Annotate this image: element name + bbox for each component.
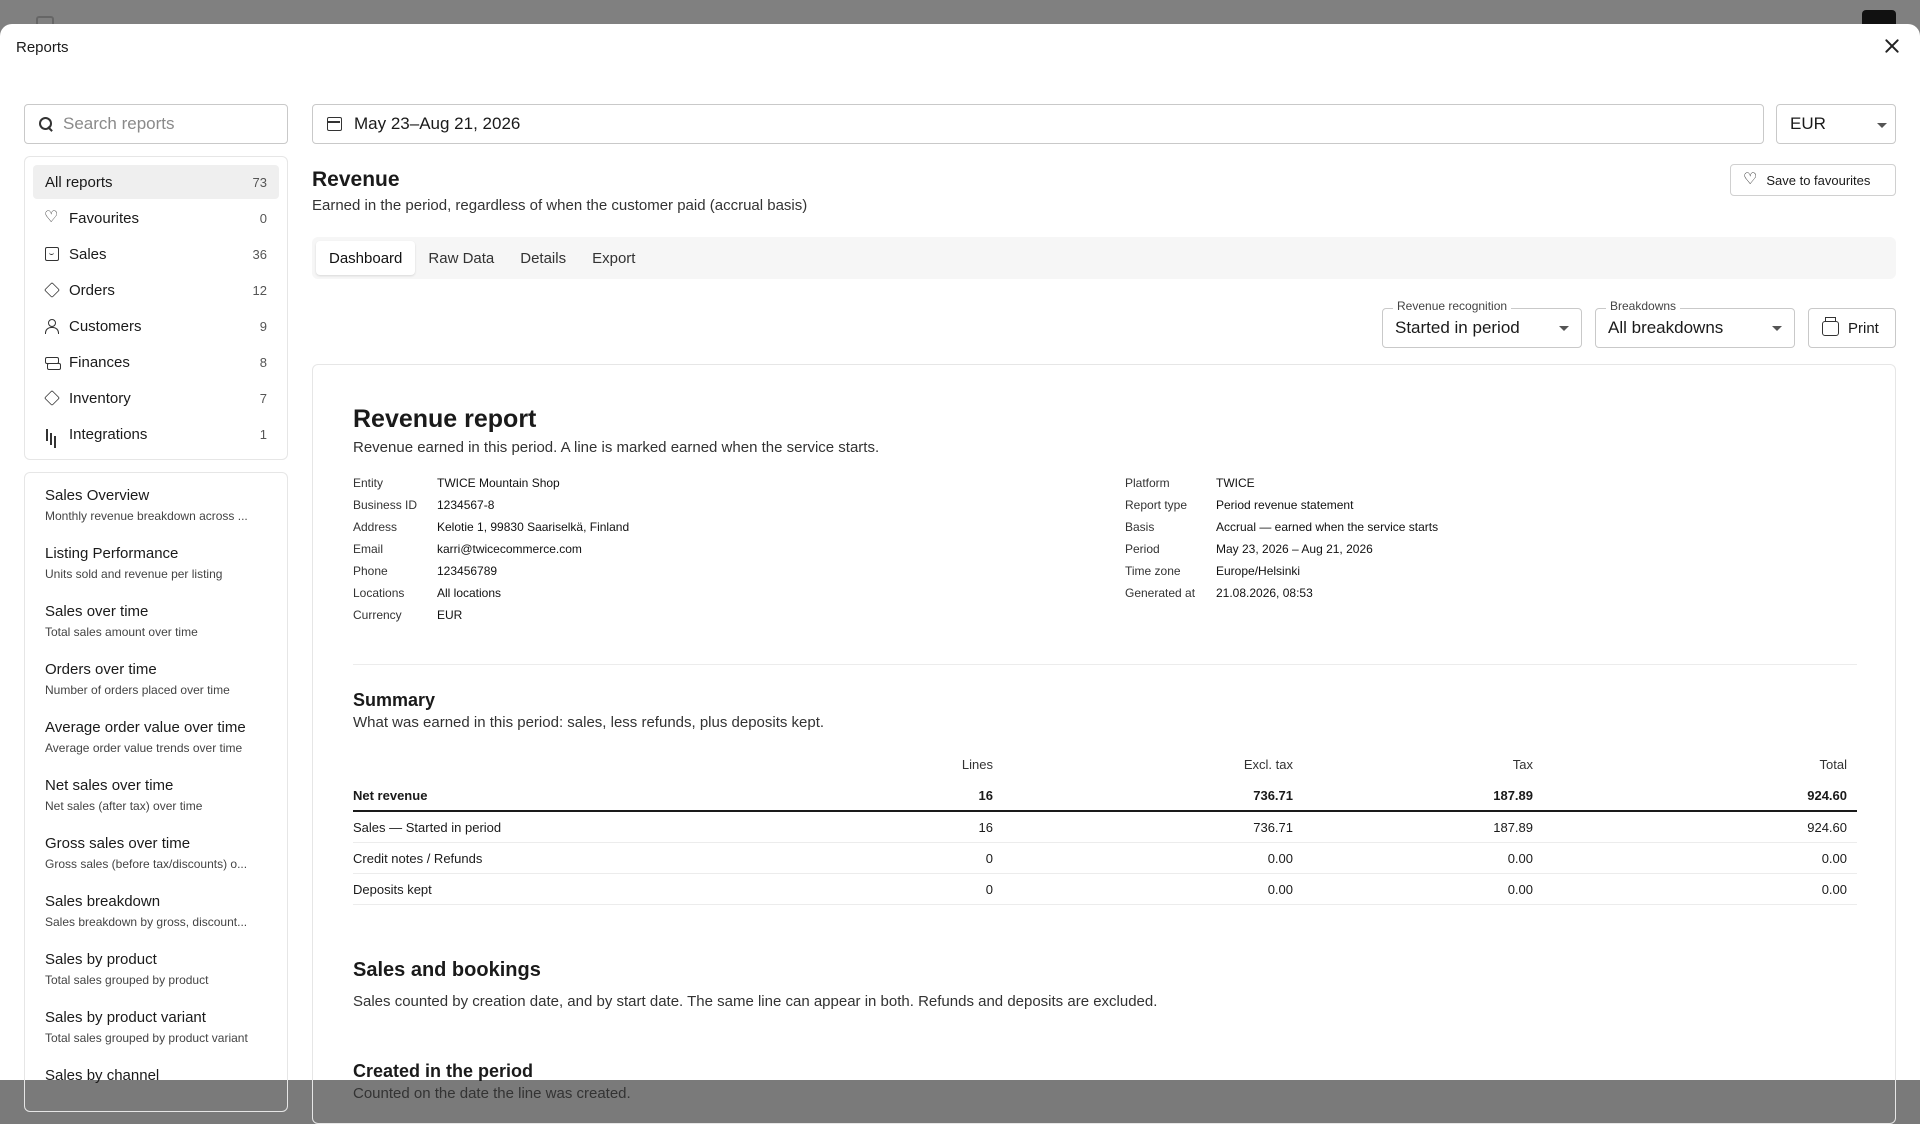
meta-row: [353, 586, 629, 608]
meta-row: [1125, 564, 1438, 586]
select-value: All breakdowns: [1608, 318, 1724, 337]
meta-row: [353, 608, 629, 630]
report-item[interactable]: [33, 537, 279, 595]
category-count: 1: [259, 426, 267, 442]
category-item[interactable]: [33, 309, 279, 343]
table-cell: 0.00: [1821, 850, 1847, 866]
divider: [353, 664, 1857, 665]
chevron-down-icon: [1559, 326, 1569, 331]
table-cell: 187.89: [1493, 819, 1533, 835]
summary-subtitle: What was earned in this period: sales, less refunds, plus deposits kept.: [353, 714, 825, 731]
page-title: Revenue: [312, 168, 400, 191]
modal-title: Reports: [16, 39, 69, 56]
currency-value: EUR: [1790, 114, 1826, 133]
category-count: 36: [252, 246, 267, 262]
category-count: 12: [252, 282, 267, 298]
meta-key: Address: [353, 520, 398, 534]
table-cell: Net revenue: [353, 788, 428, 803]
meta-row: [353, 498, 629, 520]
meta-key: Entity: [353, 476, 384, 490]
report-desc: Total sales grouped by product: [45, 973, 209, 987]
table-cell: 924.60: [1807, 788, 1847, 803]
meta-key: Basis: [1125, 520, 1155, 534]
report-name: Sales by channel: [45, 1067, 160, 1084]
report-name: Sales Overview: [45, 487, 150, 504]
meta-value: TWICE: [1216, 476, 1255, 490]
report-name: Listing Performance: [45, 545, 179, 562]
table-row: [353, 812, 1857, 843]
category-label: Favourites: [69, 209, 140, 227]
date-range-value: May 23–Aug 21, 2026: [354, 114, 521, 133]
reports-modal: [0, 24, 1920, 1102]
category-label: All reports: [45, 173, 113, 191]
meta-row: [1125, 542, 1438, 564]
report-item[interactable]: [33, 653, 279, 711]
table-cell: 0: [985, 850, 993, 866]
category-item[interactable]: [33, 201, 279, 235]
report-item[interactable]: [33, 1001, 279, 1059]
report-name: Gross sales over time: [45, 835, 191, 852]
meta-row: [1125, 498, 1438, 520]
table-cell: 924.60: [1807, 819, 1847, 835]
print-label: Print: [1848, 319, 1879, 337]
select-label: Breakdowns: [1606, 299, 1680, 313]
meta-key: Email: [353, 542, 384, 556]
report-meta-left: [353, 476, 629, 630]
table-cell: 736.71: [1253, 788, 1293, 803]
meta-value: Accrual — earned when the service starts: [1216, 520, 1439, 534]
close-icon[interactable]: [1880, 34, 1904, 58]
report-desc: Monthly revenue breakdown across ...: [45, 509, 248, 523]
report-subtitle: Revenue earned in this period. A line is marked earned when the service starts.: [353, 439, 880, 456]
table-row-total: [353, 781, 1857, 812]
tab-dashboard[interactable]: Dashboard: [316, 241, 415, 275]
search-input[interactable]: [63, 114, 273, 134]
table-cell: 0.00: [1821, 881, 1847, 897]
meta-value: karri@twicecommerce.com: [437, 542, 582, 556]
report-name: Orders over time: [45, 661, 157, 678]
select-value: Started in period: [1395, 318, 1520, 337]
currency-select[interactable]: [1776, 104, 1896, 144]
meta-row: [1125, 520, 1438, 542]
meta-key: Locations: [353, 586, 405, 600]
report-desc: Total sales amount over time: [45, 625, 198, 639]
tab-export[interactable]: Export: [592, 249, 636, 267]
report-desc: Gross sales (before tax/discounts) o...: [45, 857, 248, 871]
report-item[interactable]: [33, 769, 279, 827]
category-label: Orders: [69, 281, 115, 299]
report-item[interactable]: [33, 943, 279, 1001]
meta-row: [1125, 476, 1438, 498]
breakdowns-select[interactable]: [1595, 299, 1795, 348]
report-meta-right: [1125, 476, 1438, 608]
report-name: Sales over time: [45, 603, 149, 620]
category-item[interactable]: [33, 345, 279, 379]
report-name: Sales breakdown: [45, 893, 161, 910]
meta-value: Kelotie 1, 99830 Saariselkä, Finland: [437, 520, 630, 534]
table-cell: 16: [978, 819, 993, 835]
table-header: [353, 747, 1857, 781]
table-cell: 16: [978, 788, 993, 803]
search-field[interactable]: [24, 104, 288, 144]
report-list: [24, 472, 288, 1112]
report-name: Sales by product: [45, 951, 157, 968]
report-item[interactable]: [33, 479, 279, 537]
report-document: [312, 364, 1896, 1124]
meta-key: Platform: [1125, 476, 1170, 490]
shopping-bag-icon: [45, 247, 59, 261]
category-item[interactable]: [33, 165, 279, 199]
table-cell: 0: [985, 881, 993, 897]
meta-value: All locations: [437, 586, 502, 600]
meta-value: May 23, 2026 – Aug 21, 2026: [1216, 542, 1373, 556]
meta-key: Generated at: [1125, 586, 1196, 600]
meta-row: [353, 542, 629, 564]
meta-value: Period revenue statement: [1216, 498, 1354, 512]
tab-bar: [312, 237, 1896, 279]
category-list: [24, 156, 288, 460]
table-cell: Sales — Started in period: [353, 819, 502, 835]
meta-key: Time zone: [1125, 564, 1181, 578]
table-row: [353, 874, 1857, 905]
save-to-favourites-button[interactable]: [1730, 164, 1896, 196]
select-label: Revenue recognition: [1393, 299, 1511, 313]
category-label: Customers: [69, 317, 142, 335]
category-count: 0: [259, 210, 267, 226]
created-title: Created in the period: [353, 1061, 534, 1081]
save-label: Save to favourites: [1766, 172, 1871, 188]
chevron-down-icon: [1877, 123, 1887, 128]
printer-icon: [1822, 321, 1839, 336]
meta-value: 21.08.2026, 08:53: [1216, 586, 1313, 600]
meta-row: [353, 520, 629, 542]
table-cell: 0.00: [1267, 850, 1293, 866]
coins-icon: [45, 355, 59, 369]
report-desc: Units sold and revenue per listing: [45, 567, 223, 581]
package-icon: [44, 282, 60, 298]
page-subtitle: Earned in the period, regardless of when the customer paid (accrual basis): [312, 197, 808, 214]
meta-row: [353, 564, 629, 586]
category-label: Sales: [69, 245, 107, 263]
search-icon: [39, 117, 53, 131]
report-item[interactable]: [33, 711, 279, 769]
report-item[interactable]: [33, 885, 279, 943]
meta-key: Phone: [353, 564, 388, 578]
calendar-icon: [327, 117, 342, 131]
table-row: [353, 843, 1857, 874]
column-header: Tax: [1512, 756, 1533, 772]
report-title: Revenue report: [353, 405, 537, 433]
report-item[interactable]: [33, 595, 279, 653]
meta-value: 123456789: [437, 564, 498, 578]
meta-value: EUR: [437, 608, 463, 622]
column-header: Excl. tax: [1243, 756, 1293, 772]
category-count: 7: [259, 390, 267, 406]
meta-key: Business ID: [353, 498, 418, 512]
category-item[interactable]: [33, 273, 279, 307]
heart-icon: ♡: [1743, 171, 1758, 188]
report-name: Average order value over time: [45, 719, 246, 736]
report-name: Sales by product variant: [45, 1009, 206, 1026]
category-count: 73: [252, 174, 267, 190]
table-cell: 0.00: [1507, 850, 1533, 866]
category-label: Finances: [69, 353, 130, 371]
person-icon: [45, 319, 59, 333]
category-item[interactable]: [33, 237, 279, 271]
date-range-picker[interactable]: [312, 104, 1764, 144]
report-item[interactable]: [33, 827, 279, 885]
category-item[interactable]: [33, 381, 279, 415]
report-desc: Number of orders placed over time: [45, 683, 230, 697]
print-button[interactable]: [1808, 308, 1896, 348]
column-header: Total: [1819, 756, 1847, 772]
meta-key: Currency: [353, 608, 402, 622]
created-subtitle: Counted on the date the line was created.: [353, 1085, 631, 1102]
package-icon: [44, 390, 60, 406]
category-item[interactable]: [33, 417, 279, 451]
heart-icon: [45, 211, 59, 225]
category-count: 8: [259, 354, 267, 370]
category-count: 9: [259, 318, 267, 334]
meta-row: [1125, 586, 1438, 608]
bar-chart-icon: [45, 427, 59, 441]
report-desc: Average order value trends over time: [45, 741, 243, 755]
report-desc: Total sales grouped by product variant: [45, 1031, 248, 1045]
table-cell: Credit notes / Refunds: [353, 850, 483, 866]
report-desc: Net sales (after tax) over time: [45, 799, 203, 813]
meta-value: TWICE Mountain Shop: [437, 476, 560, 490]
sales-bookings-title: Sales and bookings: [353, 959, 541, 981]
report-item[interactable]: [33, 1059, 279, 1117]
report-name: Net sales over time: [45, 777, 174, 794]
column-header: Lines: [961, 756, 993, 772]
revenue-recognition-select[interactable]: [1382, 299, 1582, 348]
category-label: Inventory: [69, 389, 131, 407]
table-cell: 0.00: [1267, 881, 1293, 897]
chevron-down-icon: [1772, 326, 1782, 331]
table-cell: 0.00: [1507, 881, 1533, 897]
meta-row: [353, 476, 629, 498]
table-cell: 736.71: [1253, 819, 1293, 835]
category-label: Integrations: [69, 425, 148, 443]
meta-key: Period: [1125, 542, 1160, 556]
meta-value: 1234567-8: [437, 498, 495, 512]
meta-key: Report type: [1125, 498, 1188, 512]
meta-value: Europe/Helsinki: [1216, 564, 1301, 578]
table-cell: 187.89: [1493, 788, 1533, 803]
sales-bookings-subtitle: Sales counted by creation date, and by start date. The same line can appear in both. Refunds and deposits are excluded.: [353, 993, 1158, 1010]
tab-details[interactable]: Details: [520, 249, 567, 267]
tab-raw-data[interactable]: Raw Data: [428, 249, 495, 267]
summary-title: Summary: [353, 690, 436, 710]
table-cell: Deposits kept: [353, 881, 432, 897]
summary-table: [353, 747, 1857, 905]
report-desc: Sales breakdown by gross, discount...: [45, 915, 248, 929]
